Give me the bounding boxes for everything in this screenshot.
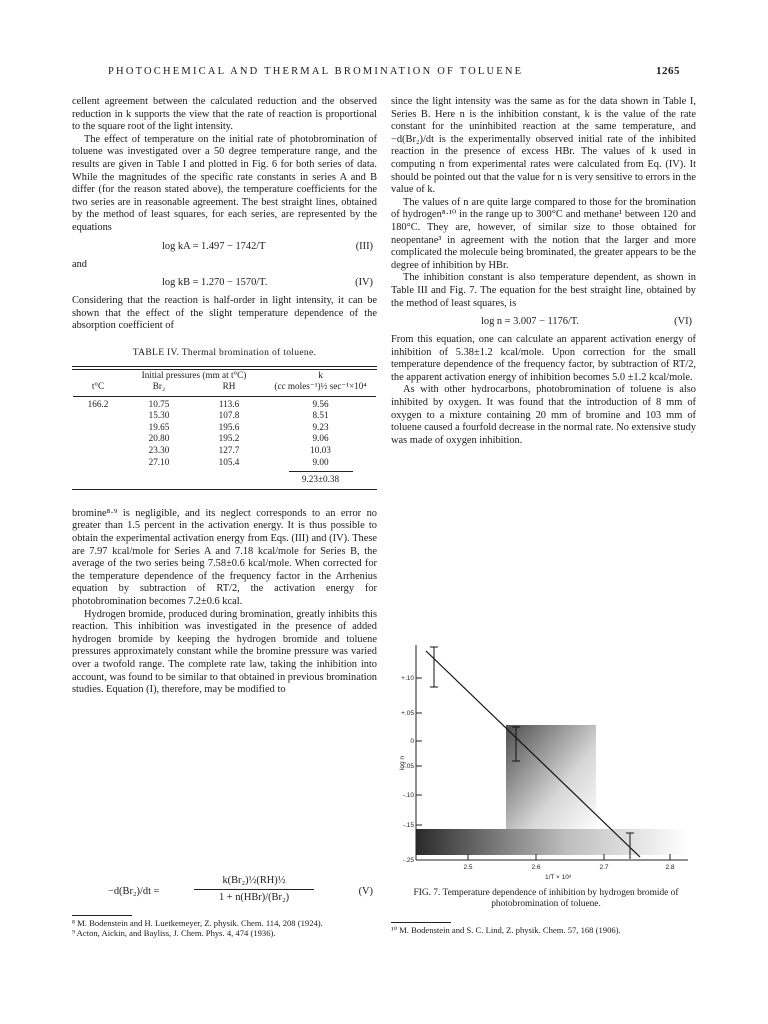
- table-row: [72, 399, 377, 411]
- table-cell: 9.06: [312, 433, 329, 444]
- table-cell: 107.8: [218, 410, 240, 421]
- table-cell: 23.30: [148, 445, 170, 456]
- footnotes-left: [72, 918, 377, 939]
- y-axis-label: log n: [399, 755, 406, 771]
- left-column: [72, 96, 377, 697]
- equation-text: log kB = 1.270 − 1570/T.: [162, 277, 268, 289]
- paragraph: The effect of temperature on the initial rate of photobromination of toluene was investigated over a 50 degree temperature range, and the results are given in Table I and plotted in Fig. 6 for both series of data. While the magnitudes of the specific rate constants in series A and B differ (for the reason stated above), the temperature coefficients for the two series are in reasonable agreement. The best straight lines, obtained by the method of least squares, for each series, are represented by the equations: [72, 133, 377, 233]
- column-header: t°C: [91, 381, 105, 392]
- right-column: [391, 96, 696, 447]
- table-cell: 195.2: [218, 433, 240, 444]
- table-cell: 195.6: [218, 421, 240, 432]
- column-header: RH: [222, 381, 236, 392]
- shaded-band: [416, 829, 688, 855]
- column-group-header: Initial pressures (mm at t°C): [141, 369, 247, 380]
- table-bottom-rule: [72, 489, 377, 490]
- figure-caption: FIG. 7. Temperature dependence of inhibition by hydrogen bromide of photobromination of toluene.: [413, 888, 679, 910]
- footnote: ¹⁰ M. Bodenstein and S. C. Lind, Z. physik. Chem. 57, 168 (1906).: [391, 925, 621, 935]
- equation-number: (III): [355, 240, 373, 252]
- y-tick-label: -.25: [402, 857, 414, 864]
- equation-lhs: −d(Br₂)/dt =: [108, 886, 160, 897]
- x-tick-label: 2.6: [531, 864, 541, 871]
- equation-text: log kA = 1.497 − 1742/T: [162, 240, 266, 252]
- data-table: [72, 370, 377, 486]
- figure-plot: [398, 645, 688, 885]
- table-mean: 9.23±0.38: [301, 474, 340, 485]
- equation-vi: [391, 314, 696, 330]
- equation-number: (V): [358, 886, 373, 897]
- y-tick-label: -.10: [402, 792, 414, 799]
- y-tick-label: +.10: [401, 675, 414, 682]
- equation-iii: [72, 239, 377, 255]
- paragraph: Considering that the reaction is half-order in light intensity, it can be shown that the effect of the slight temperature dependence of the absorption coefficient of: [72, 295, 377, 332]
- table-cell: 20.80: [148, 433, 170, 444]
- equation-numerator: k(Br₂)½(RH)½: [222, 875, 286, 886]
- table-row: [72, 445, 377, 457]
- table-row: [72, 422, 377, 434]
- footnote: ⁸ M. Bodenstein and H. Luetkemeyer, Z. physik. Chem. 114, 208 (1924).: [72, 918, 323, 928]
- equation-number: (IV): [355, 277, 373, 289]
- footnote-rule: [391, 922, 451, 923]
- table-cell: 105.4: [218, 456, 240, 467]
- equation-v: [72, 875, 377, 909]
- running-header: [108, 66, 680, 77]
- y-tick-label: +.05: [401, 710, 414, 717]
- table-cell: 10.03: [310, 445, 331, 456]
- x-tick-label: 2.5: [463, 864, 473, 871]
- table-row: [72, 457, 377, 469]
- table-caption: TABLE IV. Thermal bromination of toluene.: [132, 346, 317, 358]
- running-title: PHOTOCHEMICAL AND THERMAL BROMINATION OF TOLUENE: [108, 66, 524, 77]
- fraction-bar: [194, 889, 314, 890]
- equation-denominator: 1 + n(HBr)/(Br₂): [218, 892, 290, 903]
- page-number: 1265: [656, 65, 680, 77]
- table-cell: 27.10: [148, 456, 170, 467]
- footnote: ⁹ Acton, Aickin, and Bayliss, J. Chem. Phys. 4, 474 (1936).: [72, 928, 276, 939]
- table-row: [72, 410, 377, 422]
- figure-7: [398, 645, 688, 885]
- x-axis-label: 1/T × 10³: [544, 874, 572, 881]
- paragraph: cellent agreement between the calculated reduction and the observed reduction in k supports the view that the rate of reaction is proportional to the square root of the light intensity.: [72, 96, 377, 133]
- table-cell: 10.75: [148, 398, 170, 409]
- paragraph: The values of n are quite large compared to those for the bromination of hydrogen⁸·¹⁰ in the range up to 300°C and methane¹ between 120 and 180°C. They are, however, of similar size to those obtained for neopentane³ in agreement with the notion that the larger and more complicated the molecule being brominated, the greater appears to be the degree of inhibition by HBr.: [391, 196, 696, 271]
- x-tick-label: 2.8: [665, 864, 675, 871]
- paragraph: The inhibition constant is also temperature dependent, as shown in Table III and Fig. 7. The equation for the best straight line, obtained by the method of least squares, is: [391, 272, 696, 309]
- equation-number: (VI): [674, 316, 692, 328]
- table-cell: 166.2: [87, 398, 109, 409]
- table-row: [72, 433, 377, 445]
- paragraph: Hydrogen bromide, produced during bromination, greatly inhibits this reaction. This inhibition was investigated in the presence of added hydrogen bromide by keeping the hydrogen bromide and toluene pressures approximately constant while the bromine pressure was varied over a twofold range. The complete rate law, taking the inhibition into account, was found to be similar to that obtained in previous bromination studies. Equation (I), therefore, may be modified to: [72, 608, 377, 696]
- footnotes-right: [391, 925, 696, 935]
- y-tick-label: -.15: [402, 822, 414, 829]
- conjunction: and: [72, 258, 88, 270]
- paragraph: bromine⁸·⁹ is negligible, and its neglect corresponds to an error no greater than 1.5 percent in the activation energy. It is thus possible to obtain the experimental activation energy from Eqs. (III) and (IV). These are 7.97 kcal/mole for Series A and 7.18 kcal/mole for Series B, the average of the two series being 7.58±0.6 kcal/mole. When corrected for the temperature dependence of the frequency factor in the Arrhenius equation by subtraction of RT/2, the activation energy for photobromination becomes 7.2±0.6 kcal.: [72, 507, 377, 607]
- table-cell: 113.6: [218, 398, 240, 409]
- column-header: Br₂: [152, 381, 166, 392]
- x-tick-label: 2.7: [599, 864, 609, 871]
- paragraph: since the light intensity was the same as for the data shown in Table I, Series B. Here n is the inhibition constant, k is the value of the rate constant for the uninhibited reaction at the same temperature, and −d(Br₂)/dt is the experimentally observed initial rate of the inhibited reaction in the presence of excess HBr. The values of k used in computing n from experimental rates were calculated from Eq. (IV). It should be pointed out that the value for n is very sensitive to errors in the value of k.: [391, 96, 696, 196]
- table-cell: 19.65: [148, 421, 170, 432]
- column-header: k: [318, 369, 323, 380]
- table-cell: 8.51: [312, 410, 329, 421]
- equation-iv: [72, 275, 377, 291]
- footnote-rule: [72, 915, 132, 916]
- table-cell: 9.00: [312, 456, 329, 467]
- paragraph: As with other hydrocarbons, photobromination of toluene is also inhibited by oxygen. It was found that the introduction of 8 mm of oxygen to a mixture containing 20 mm of bromine and 103 mm of toluene caused a fourfold decrease in the normal rate. No extensive study was made of oxygen inhibition.: [391, 384, 696, 446]
- paragraph: From this equation, one can calculate an apparent activation energy of inhibition of 5.38±1.2 kcal/mole. Upon correction for the small temperature dependence of the frequency factor, by subtraction of RT/2, the apparent activation energy of inhibition becomes 5.0 ±1.2 kcal/mole.: [391, 334, 696, 383]
- table-cell: 9.23: [312, 421, 329, 432]
- table-cell: 127.7: [218, 445, 240, 456]
- column-header: (cc moles⁻¹)½ sec⁻¹×10⁴: [274, 381, 367, 392]
- equation-text: log n = 3.007 − 1176/T.: [481, 316, 580, 328]
- table-cell: 9.56: [312, 398, 329, 409]
- y-tick-label: -.05: [402, 763, 414, 770]
- y-tick-label: 0: [410, 738, 414, 745]
- table-cell: 15.30: [148, 410, 170, 421]
